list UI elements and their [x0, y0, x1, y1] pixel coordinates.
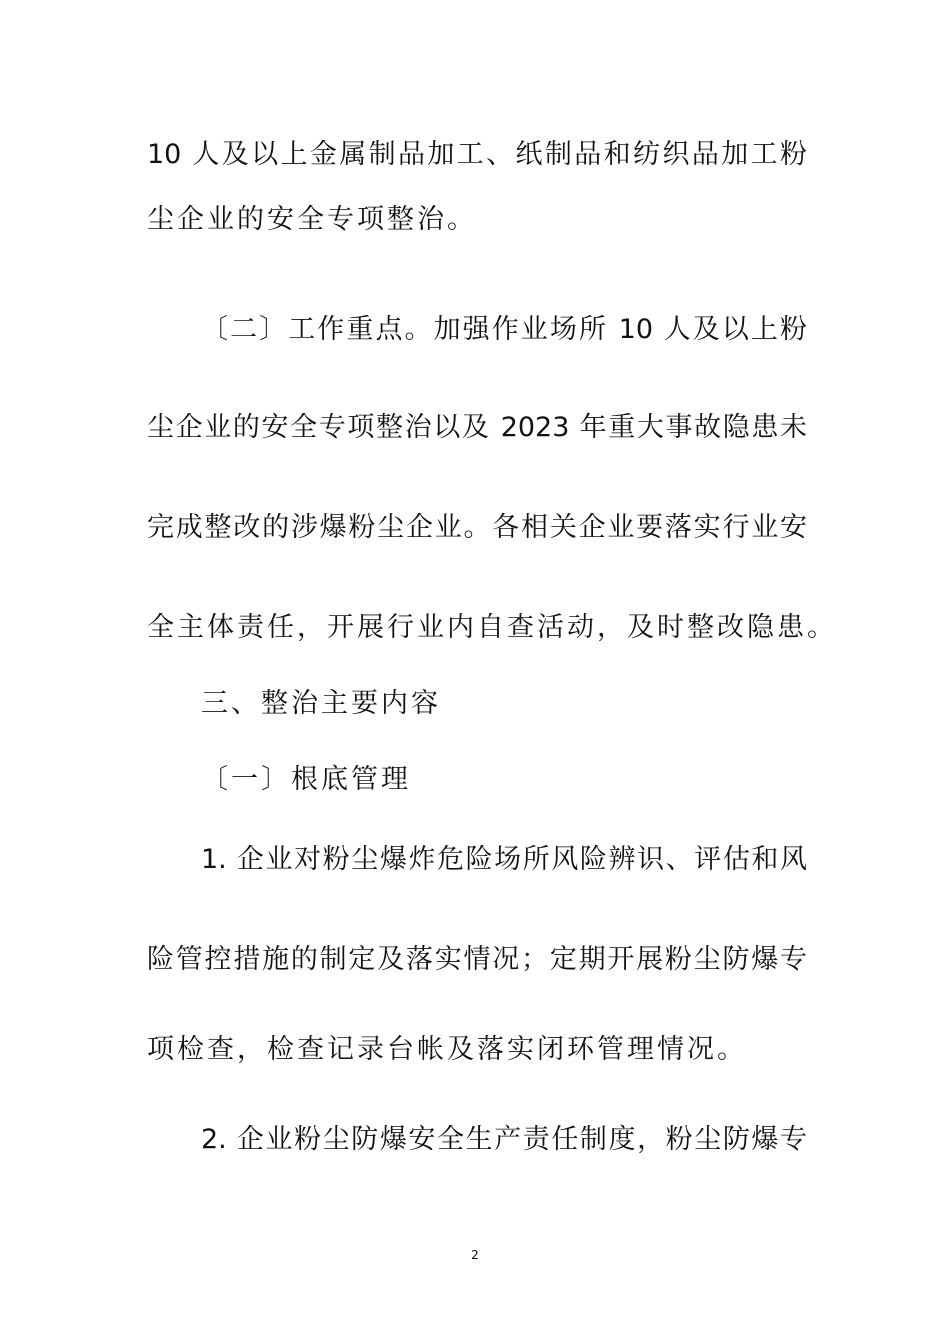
text-line-12: 2. 企业粉尘防爆安全生产责任制度，粉尘防爆专: [201, 1124, 807, 1155]
text-line-3: 〔二〕工作重点。加强作业场所 10 人及以上粉: [201, 314, 807, 345]
page-number: 2: [471, 1248, 479, 1262]
text-line-4: 尘企业的安全专项整治以及 2023 年重大事故隐患未: [147, 412, 807, 443]
text-line-5: 完成整改的涉爆粉尘企业。各相关企业要落实行业安: [147, 512, 807, 543]
text-line-6: 全主体责任，开展行业内自查活动，及时整改隐患。: [147, 612, 837, 643]
subsection-heading: 〔一〕根底管理: [201, 764, 411, 795]
text-line-1: 10 人及以上金属制品加工、纸制品和纺织品加工粉: [147, 139, 807, 170]
text-line-10: 险管控措施的制定及落实情况；定期开展粉尘防爆专: [147, 944, 807, 975]
text-line-2: 尘企业的安全专项整治。: [147, 204, 477, 235]
text-line-9: 1. 企业对粉尘爆炸危险场所风险辨识、评估和风: [201, 844, 807, 875]
text-line-11: 项检查，检查记录台帐及落实闭环管理情况。: [147, 1034, 747, 1065]
section-heading: 三、整治主要内容: [201, 688, 441, 719]
